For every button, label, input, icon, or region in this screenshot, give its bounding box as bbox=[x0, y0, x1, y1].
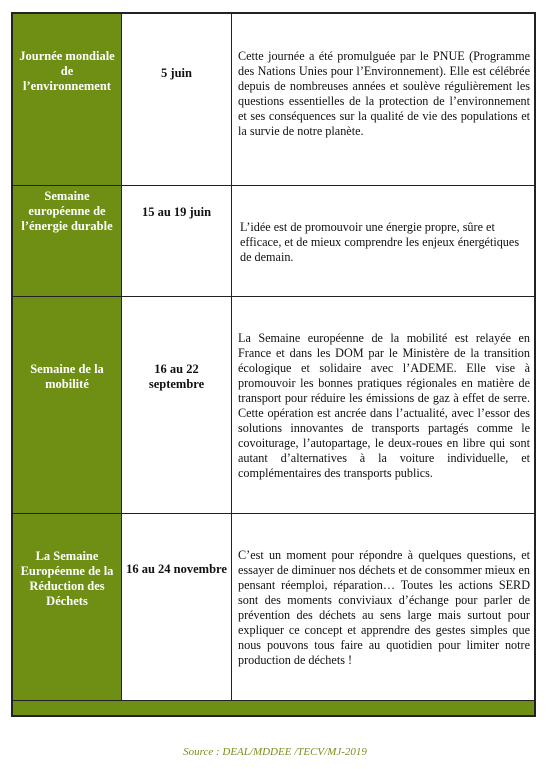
event-name-cell bbox=[13, 514, 122, 701]
event-name: Semaine européenne de l’énergie durable bbox=[21, 189, 113, 233]
event-description: L’idée est de promouvoir une énergie propre, sûre et efficace, et de mieux comprendre les enjeux énergétiques de demain. bbox=[240, 220, 520, 264]
event-description-cell bbox=[232, 514, 535, 701]
event-name-cell bbox=[13, 14, 122, 186]
events-table-frame bbox=[11, 12, 536, 717]
event-date: 16 au 24 novembre bbox=[126, 562, 227, 576]
table-row bbox=[13, 514, 535, 701]
event-description: Cette journée a été promulguée par le PNUE (Programme des Nations Unies pour l’Environnement). Elle est célébrée depuis de nombreuses années et soulève régulièrement les questions essentielles de la protection de l’environnement et ses conséquences sur la qualité de vie des populations et la survie de notre planète. bbox=[238, 49, 530, 138]
event-name-cell bbox=[13, 186, 122, 297]
event-description-cell bbox=[232, 297, 535, 514]
event-description-cell bbox=[232, 186, 535, 297]
event-date-cell bbox=[122, 14, 232, 186]
table-row bbox=[13, 14, 535, 186]
event-name-cell bbox=[13, 297, 122, 514]
event-description: La Semaine européenne de la mobilité est relayée en France et dans les DOM par le Ministère de la transition écologique et solidaire avec l’ADEME. Elle vise à promouvoir les bonnes pratiques régionales en matière de transport pour réduire les émissions de gaz à effet de serre. Cette opération est ancrée dans l’actualité, avec l’essor des solutions innovantes de transports partagés comme le covoiturage, l’autopartage, le deux-roues en libre qui sont autant d’alternatives à la voiture individuelle, et complémentaires des transports publics. bbox=[238, 331, 530, 480]
event-description-cell bbox=[232, 14, 535, 186]
event-name: La Semaine Européenne de la Réduction des Déchets bbox=[20, 549, 114, 608]
green-footer-bar bbox=[13, 701, 535, 716]
event-description: C’est un moment pour répondre à quelques questions, et essayer de diminuer nos déchets et de consommer mieux en pensant réemploi, réparation… Toutes les actions SERD sont des moments conviviaux d’échange pour parler de prévention des déchets au sens large mais surtout pour expliquer ce concept et apprendre des gestes simples que nous pouvons tous faire au quotidien pour limiter notre production de déchets ! bbox=[238, 548, 530, 667]
event-date: 16 au 22 septembre bbox=[148, 362, 205, 391]
table-footer-band bbox=[13, 701, 535, 716]
table-row bbox=[13, 186, 535, 297]
event-date: 15 au 19 juin bbox=[141, 205, 212, 219]
source-caption: Source : DEAL/MDDEE /TECV/MJ-2019 bbox=[183, 746, 367, 758]
event-date-cell bbox=[122, 186, 232, 297]
event-name: Semaine de la mobilité bbox=[30, 362, 104, 391]
event-name: Journée mondiale de l’environnement bbox=[19, 49, 115, 93]
event-date-cell bbox=[122, 297, 232, 514]
event-date: 5 juin bbox=[161, 66, 192, 80]
table-row bbox=[13, 297, 535, 514]
events-table bbox=[12, 13, 535, 716]
event-date-cell bbox=[122, 514, 232, 701]
